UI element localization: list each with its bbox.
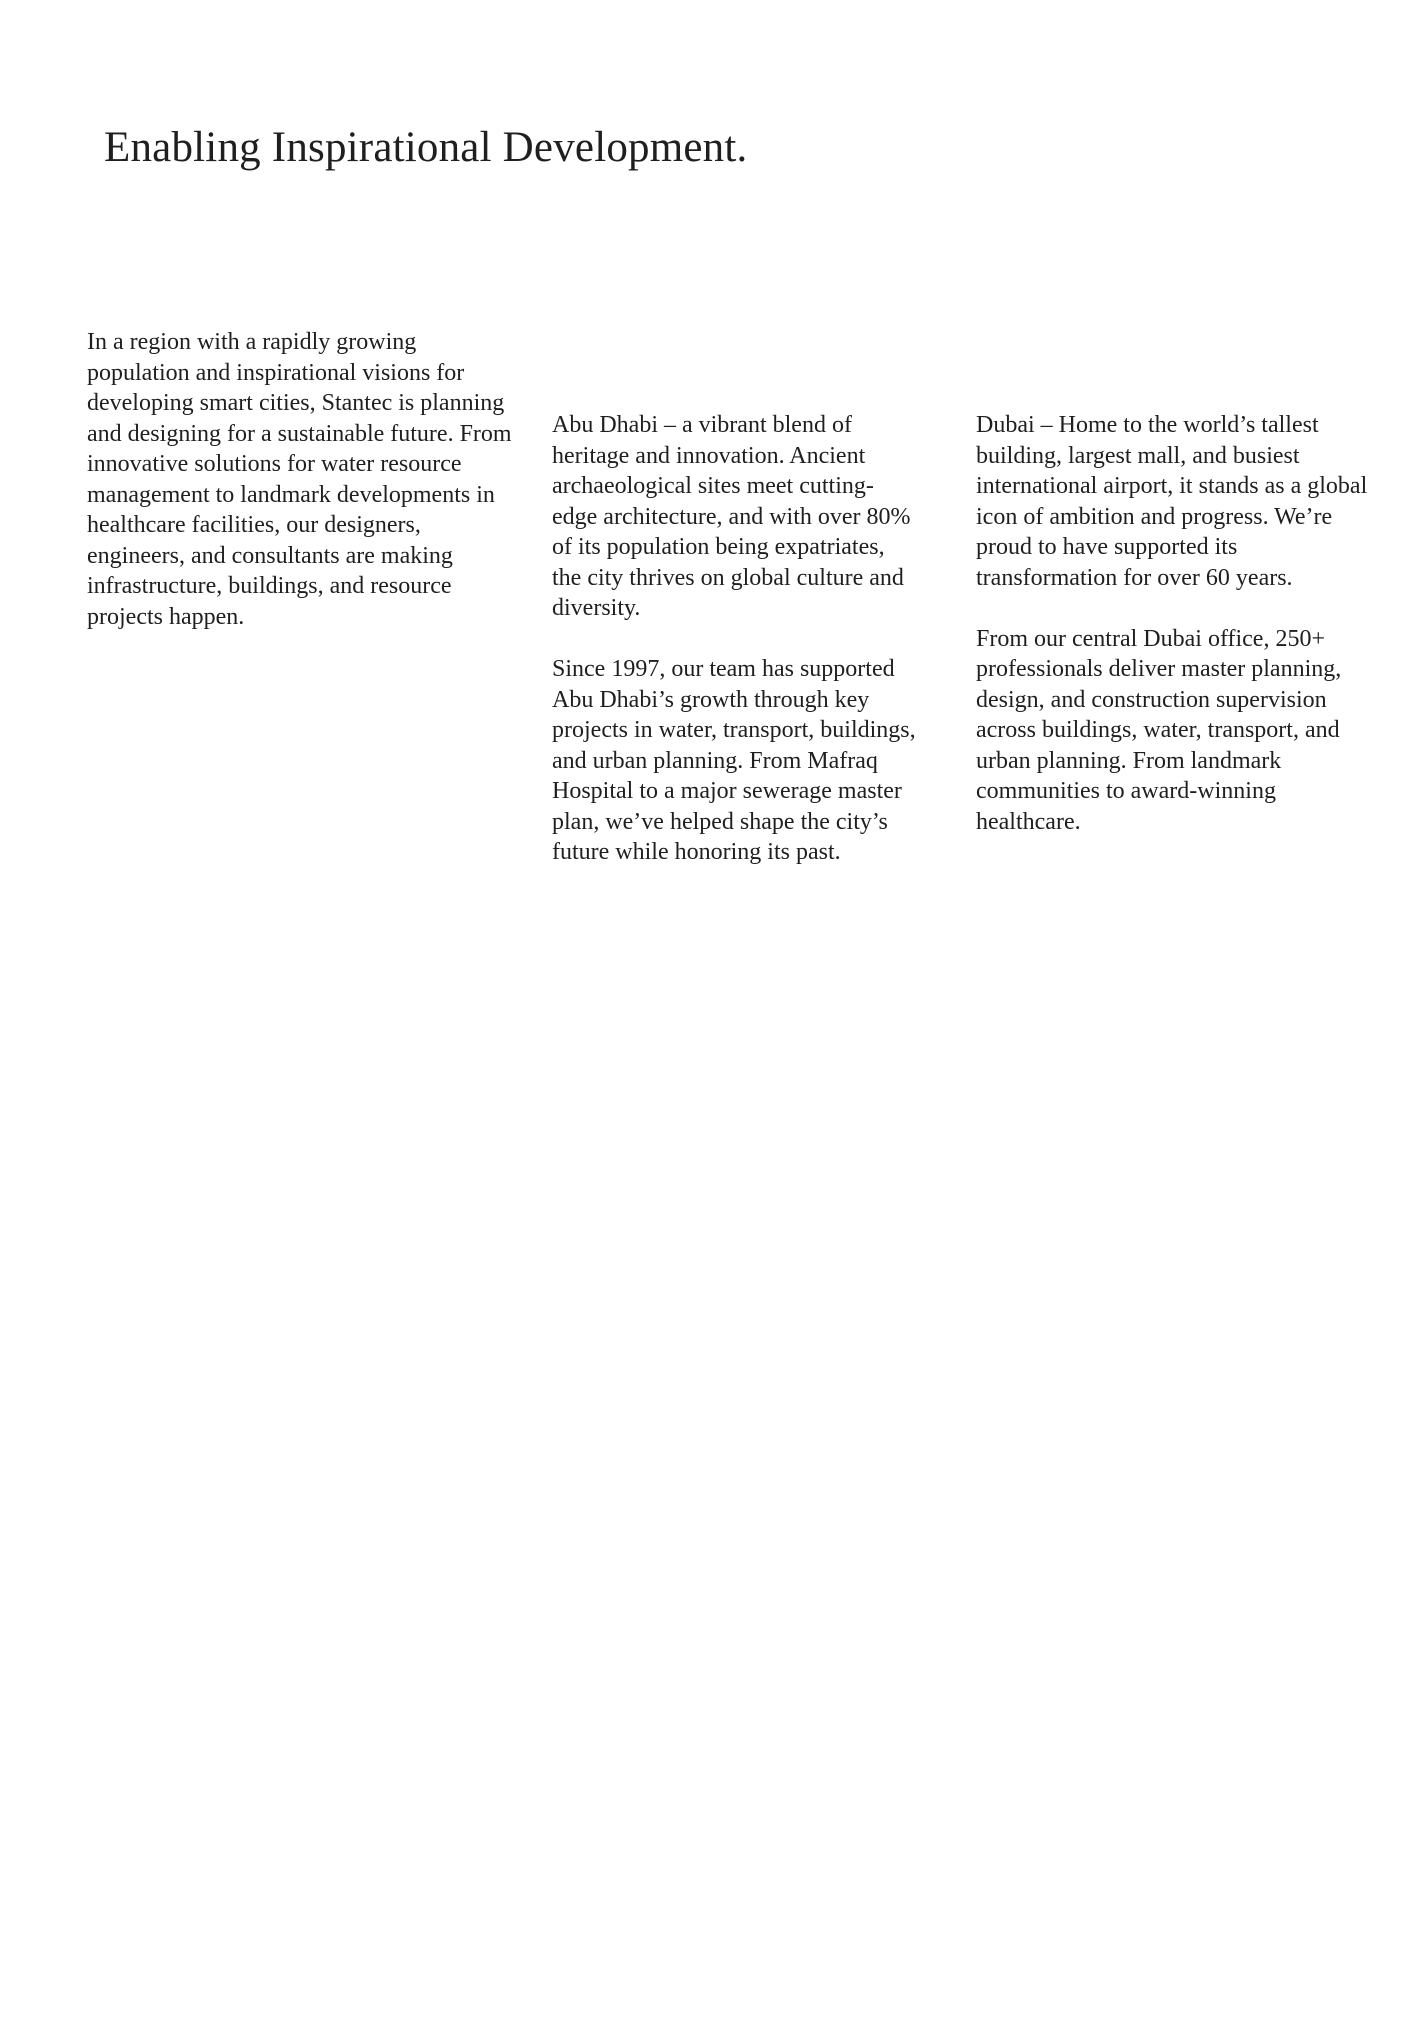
dubai-paragraph-2: From our central Dubai office, 250+ professionals deliver master planning, design, and construction supervision across buildings, water, transport, and urban planning. From landmark communities to award-winning healthcare.	[976, 625, 1342, 835]
intro-paragraph: In a region with a rapidly growing population and inspirational visions for developing smart cities, Stantec is planning and designing for a sustainable future. From innovative solutions for water resource management to landmark developments in healthcare facilities, our designers, engineers, and consultants are making infrastructure, buildings, and resource projects happen.	[87, 329, 512, 630]
abu-dhabi-column	[552, 410, 917, 868]
dubai-paragraph-1: Dubai – Home to the world’s tallest building, largest mall, and busiest international airport, it stands as a global icon of ambition and progress. We’re proud to have supported its transformation for over 60 years.	[976, 412, 1368, 591]
abu-dhabi-paragraph-2: Since 1997, our team has supported Abu Dhabi’s growth through key projects in water, transport, buildings, and urban planning. From Mafraq Hospital to a major sewerage master plan, we’ve helped shape the city’s future while honoring its past.	[552, 656, 916, 865]
abu-dhabi-paragraph-1: Abu Dhabi – a vibrant blend of heritage and innovation. Ancient archaeological sites meet cutting-edge architecture, and with over 80% of its population being expatriates, the city thrives on global culture and diversity.	[552, 412, 911, 621]
page-title: Enabling Inspirational Development.	[104, 124, 748, 171]
intro-column	[87, 327, 517, 632]
dubai-column	[976, 410, 1371, 837]
